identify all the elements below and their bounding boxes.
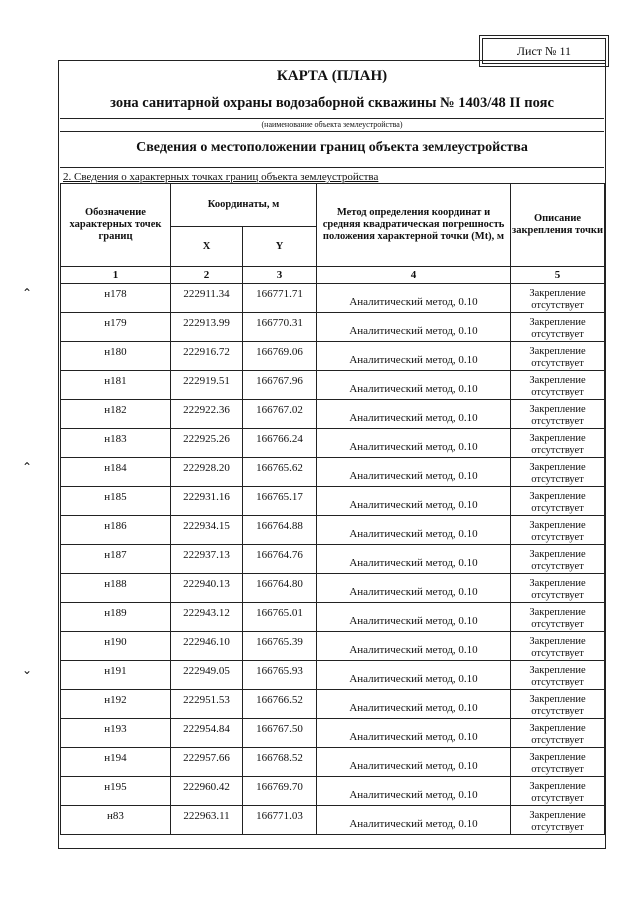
point-id-cell: н195: [61, 777, 171, 806]
point-id-cell: н189: [61, 603, 171, 632]
method-cell: Аналитический метод, 0.10: [317, 545, 511, 574]
x-coordinate-cell: 222946.10: [171, 632, 243, 661]
fixing-description-cell: Закрепление отсутствует: [511, 719, 605, 748]
fixing-description-cell: Закрепление отсутствует: [511, 371, 605, 400]
subtitle-caption: (наименование объекта землеустройства): [261, 120, 403, 129]
table-row: [61, 342, 605, 371]
y-coordinate-cell: 166765.01: [243, 603, 317, 632]
x-coordinate-cell: 222960.42: [171, 777, 243, 806]
y-coordinate-cell: 166765.93: [243, 661, 317, 690]
y-coordinate-cell: 166771.71: [243, 284, 317, 313]
column-number: 4: [317, 267, 511, 284]
table-row: [61, 371, 605, 400]
point-id-cell: н191: [61, 661, 171, 690]
point-id-cell: н194: [61, 748, 171, 777]
x-coordinate-cell: 222916.72: [171, 342, 243, 371]
fixing-description-cell: Закрепление отсутствует: [511, 429, 605, 458]
x-coordinate-cell: 222949.05: [171, 661, 243, 690]
fixing-description-cell: Закрепление отсутствует: [511, 342, 605, 371]
x-coordinate-cell: 222951.53: [171, 690, 243, 719]
method-cell: Аналитический метод, 0.10: [317, 284, 511, 313]
header-fixing-description: Описание закрепления точки: [511, 184, 605, 267]
method-cell: Аналитический метод, 0.10: [317, 661, 511, 690]
column-number: 2: [171, 267, 243, 284]
y-coordinate-cell: 166769.06: [243, 342, 317, 371]
x-coordinate-cell: 222919.51: [171, 371, 243, 400]
x-coordinate-cell: 222937.13: [171, 545, 243, 574]
column-number: 3: [243, 267, 317, 284]
point-id-cell: н83: [61, 806, 171, 835]
y-coordinate-cell: 166765.17: [243, 487, 317, 516]
fixing-description-cell: Закрепление отсутствует: [511, 458, 605, 487]
section-title: Сведения о местоположении границ объекта землеустройства: [136, 140, 528, 155]
table-row: [61, 690, 605, 719]
table-row: [61, 516, 605, 545]
point-id-cell: н190: [61, 632, 171, 661]
y-coordinate-cell: 166766.52: [243, 690, 317, 719]
section-note: 2. Сведения о характерных точках границ объекта землеустройства: [63, 171, 379, 183]
method-cell: Аналитический метод, 0.10: [317, 342, 511, 371]
point-id-cell: н184: [61, 458, 171, 487]
table-row: [61, 429, 605, 458]
fixing-description-cell: Закрепление отсутствует: [511, 313, 605, 342]
document-title: КАРТА (ПЛАН): [276, 68, 388, 84]
table-row: [61, 400, 605, 429]
table-row: [61, 574, 605, 603]
y-coordinate-cell: 166765.62: [243, 458, 317, 487]
y-coordinate-cell: 166769.70: [243, 777, 317, 806]
y-coordinate-cell: 166767.96: [243, 371, 317, 400]
table-row: [61, 632, 605, 661]
x-coordinate-cell: 222954.84: [171, 719, 243, 748]
y-coordinate-cell: 166768.52: [243, 748, 317, 777]
method-cell: Аналитический метод, 0.10: [317, 313, 511, 342]
document-subtitle: зона санитарной охраны водозаборной скважины № 1403/48 II пояс: [110, 95, 554, 111]
point-id-cell: н181: [61, 371, 171, 400]
point-id-cell: н193: [61, 719, 171, 748]
table-row: [61, 603, 605, 632]
method-cell: Аналитический метод, 0.10: [317, 603, 511, 632]
x-coordinate-cell: 222943.12: [171, 603, 243, 632]
fixing-description-cell: Закрепление отсутствует: [511, 632, 605, 661]
header-method: Метод определения координат и средняя квадратическая погрешность положения характерной точки (Mt), м: [317, 184, 511, 267]
y-coordinate-cell: 166767.50: [243, 719, 317, 748]
divider: [60, 118, 604, 119]
header-coordinates: Координаты, м: [171, 184, 317, 227]
x-coordinate-cell: 222911.34: [171, 284, 243, 313]
method-cell: Аналитический метод, 0.10: [317, 516, 511, 545]
point-id-cell: н187: [61, 545, 171, 574]
point-id-cell: н185: [61, 487, 171, 516]
y-coordinate-cell: 166765.39: [243, 632, 317, 661]
x-coordinate-cell: 222925.26: [171, 429, 243, 458]
table-footer-blank: [61, 835, 605, 858]
margin-mark: ⌃: [22, 286, 33, 300]
fixing-description-cell: Закрепление отсутствует: [511, 400, 605, 429]
fixing-description-cell: Закрепление отсутствует: [511, 661, 605, 690]
x-coordinate-cell: 222931.16: [171, 487, 243, 516]
method-cell: Аналитический метод, 0.10: [317, 719, 511, 748]
table-row: [61, 545, 605, 574]
x-coordinate-cell: 222922.36: [171, 400, 243, 429]
header-point-designation: Обозначение характерных точек границ: [61, 184, 171, 267]
point-id-cell: н182: [61, 400, 171, 429]
point-id-cell: н183: [61, 429, 171, 458]
fixing-description-cell: Закрепление отсутствует: [511, 545, 605, 574]
y-coordinate-cell: 166764.76: [243, 545, 317, 574]
method-cell: Аналитический метод, 0.10: [317, 806, 511, 835]
method-cell: Аналитический метод, 0.10: [317, 458, 511, 487]
y-coordinate-cell: 166770.31: [243, 313, 317, 342]
margin-mark: ⌃: [22, 460, 33, 474]
y-coordinate-cell: 166764.80: [243, 574, 317, 603]
table-body: [61, 284, 605, 835]
y-coordinate-cell: 166764.88: [243, 516, 317, 545]
x-coordinate-cell: 222940.13: [171, 574, 243, 603]
method-cell: Аналитический метод, 0.10: [317, 371, 511, 400]
point-id-cell: н186: [61, 516, 171, 545]
point-id-cell: н180: [61, 342, 171, 371]
fixing-description-cell: Закрепление отсутствует: [511, 603, 605, 632]
table-row: [61, 487, 605, 516]
fixing-description-cell: Закрепление отсутствует: [511, 284, 605, 313]
table-row: [61, 284, 605, 313]
method-cell: Аналитический метод, 0.10: [317, 748, 511, 777]
margin-mark: ⌄: [22, 663, 33, 677]
x-coordinate-cell: 222957.66: [171, 748, 243, 777]
table-row: [61, 313, 605, 342]
table-row: [61, 806, 605, 835]
header-y: Y: [243, 227, 317, 267]
x-coordinate-cell: 222963.11: [171, 806, 243, 835]
y-coordinate-cell: 166766.24: [243, 429, 317, 458]
header-x: X: [171, 227, 243, 267]
fixing-description-cell: Закрепление отсутствует: [511, 777, 605, 806]
table-row: [61, 661, 605, 690]
method-cell: Аналитический метод, 0.10: [317, 690, 511, 719]
coordinates-table: [60, 183, 605, 858]
point-id-cell: н188: [61, 574, 171, 603]
fixing-description-cell: Закрепление отсутствует: [511, 516, 605, 545]
x-coordinate-cell: 222913.99: [171, 313, 243, 342]
method-cell: Аналитический метод, 0.10: [317, 400, 511, 429]
y-coordinate-cell: 166771.03: [243, 806, 317, 835]
x-coordinate-cell: 222934.15: [171, 516, 243, 545]
column-number: 1: [61, 267, 171, 284]
method-cell: Аналитический метод, 0.10: [317, 487, 511, 516]
method-cell: Аналитический метод, 0.10: [317, 574, 511, 603]
fixing-description-cell: Закрепление отсутствует: [511, 574, 605, 603]
point-id-cell: н192: [61, 690, 171, 719]
method-cell: Аналитический метод, 0.10: [317, 429, 511, 458]
divider: [60, 167, 604, 168]
sheet-number: Лист № 11: [482, 38, 606, 64]
table-row: [61, 458, 605, 487]
fixing-description-cell: Закрепление отсутствует: [511, 690, 605, 719]
fixing-description-cell: Закрепление отсутствует: [511, 748, 605, 777]
y-coordinate-cell: 166767.02: [243, 400, 317, 429]
x-coordinate-cell: 222928.20: [171, 458, 243, 487]
method-cell: Аналитический метод, 0.10: [317, 777, 511, 806]
column-number: 5: [511, 267, 605, 284]
fixing-description-cell: Закрепление отсутствует: [511, 806, 605, 835]
method-cell: Аналитический метод, 0.10: [317, 632, 511, 661]
point-id-cell: н179: [61, 313, 171, 342]
fixing-description-cell: Закрепление отсутствует: [511, 487, 605, 516]
divider: [60, 131, 604, 132]
point-id-cell: н178: [61, 284, 171, 313]
table-row: [61, 748, 605, 777]
table-row: [61, 777, 605, 806]
table-row: [61, 719, 605, 748]
